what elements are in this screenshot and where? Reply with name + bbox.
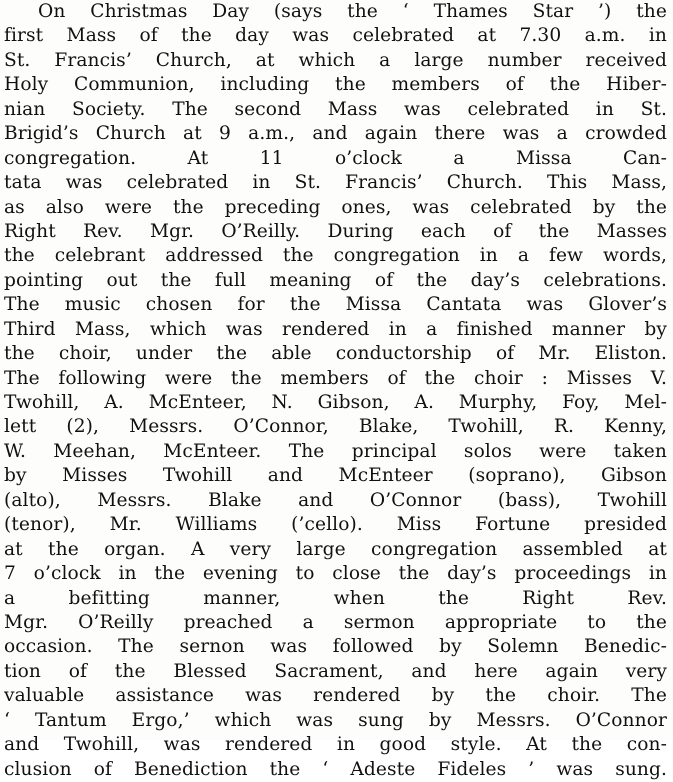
article-line: (tenor), Mr. Williams (’cello). Miss Fortune presided — [4, 514, 667, 536]
article-line: nian Society. The second Mass was celebrated in St. — [4, 98, 667, 120]
article-line: at the organ. A very large congregation assembled at — [4, 538, 667, 560]
article-line: congregation. At 11 o’clock a Missa Can- — [4, 147, 667, 169]
article-line: On Christmas Day (says the ‘ Thames Star ’) the — [38, 1, 667, 22]
article-line: Brigid’s Church at 9 a.m., and again there was a crowded — [4, 123, 667, 145]
article-line: valuable assistance was rendered by the choir. The — [4, 685, 667, 707]
article-line: clusion of Benediction the ‘ Adeste Fideles ’ was sung. — [4, 758, 667, 780]
article-line: 7 o’clock in the evening to close the day’s proceedings in — [4, 563, 667, 585]
article-line: pointing out the full meaning of the day’s celebrations. — [4, 269, 667, 291]
article-line: by Misses Twohill and McEnteer (soprano), Gibson — [4, 465, 667, 487]
article-line: St. Francis’ Church, at which a large number received — [4, 49, 667, 71]
article-line: The music chosen for the Missa Cantata was Glover’s — [4, 294, 667, 316]
article-line: Holy Communion, including the members of the Hiber- — [4, 74, 667, 96]
article-line: (alto), Messrs. Blake and O’Connor (bass), Twohill — [4, 489, 667, 511]
article-line: a befitting manner, when the Right Rev. — [4, 587, 667, 609]
article-line: as also were the preceding ones, was celebrated by the — [4, 196, 667, 218]
article-line: Mgr. O’Reilly preached a sermon appropriate to the — [4, 611, 667, 633]
article-line: Third Mass, which was rendered in a finished manner by — [4, 318, 667, 340]
article-line: first Mass of the day was celebrated at 7.30 a.m. in — [4, 25, 667, 47]
article-line: W. Meehan, McEnteer. The principal solos were taken — [4, 440, 667, 462]
article-line: ‘ Tantum Ergo,’ which was sung by Messrs. O’Connor — [4, 709, 667, 731]
article-line: Twohill, A. McEnteer, N. Gibson, A. Murphy, Foy, Mel- — [4, 392, 667, 413]
article-line: and Twohill, was rendered in good style. At the con- — [4, 734, 667, 756]
article-line: tata was celebrated in St. Francis’ Church. This Mass, — [4, 172, 667, 194]
article-body — [4, 0, 667, 782]
article-line: occasion. The sernon was followed by Solemn Benedic- — [4, 636, 667, 658]
article-line: The following were the members of the choir : Misses V. — [4, 367, 667, 389]
article-line: lett (2), Messrs. O’Connor, Blake, Twohill, R. Kenny, — [4, 416, 667, 438]
article-line: tion of the Blessed Sacrament, and here again very — [4, 660, 667, 682]
article-line: Right Rev. Mgr. O’Reilly. During each of the Masses — [4, 220, 667, 242]
article-line: the celebrant addressed the congregation in a few words, — [4, 245, 667, 267]
article-line: the choir, under the able conductorship of Mr. Eliston. — [4, 343, 667, 365]
